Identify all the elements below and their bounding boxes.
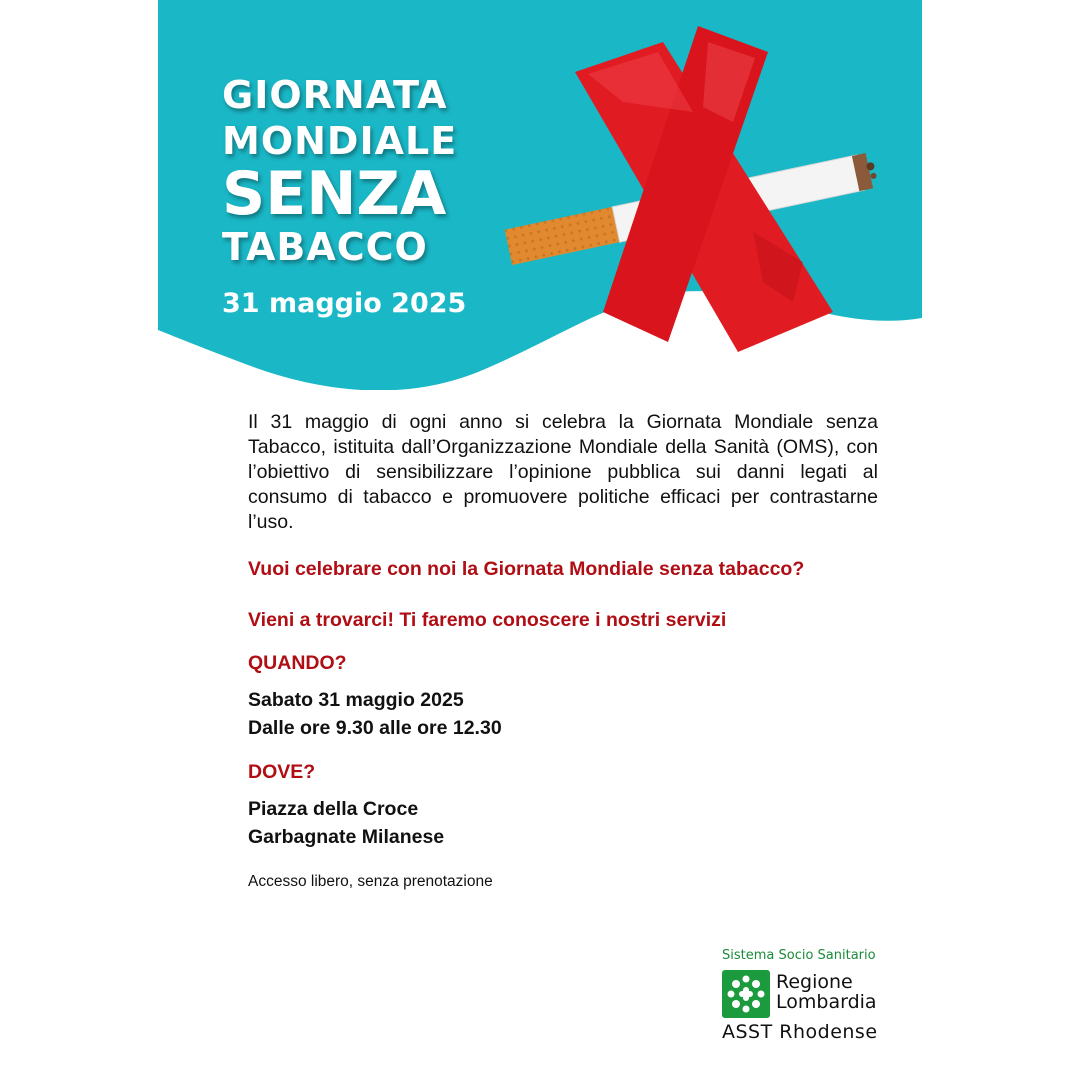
logo-region-line-2: Lombardia	[776, 991, 877, 1013]
lombardy-rose-icon	[722, 970, 770, 1018]
when-heading: QUANDO?	[248, 652, 347, 674]
title-line-1: GIORNATA	[222, 73, 448, 117]
when-details	[248, 686, 878, 742]
title-line-3: SENZA	[222, 159, 447, 229]
question-text: Vuoi celebrare con noi la Giornata Mondiale senza tabacco?	[248, 558, 805, 580]
logo-region-line-1: Regione	[776, 971, 853, 993]
when-date: Sabato 31 maggio 2025	[248, 689, 464, 711]
where-place: Piazza della Croce	[248, 798, 419, 820]
event-date: 31 maggio 2025	[222, 288, 467, 319]
where-details	[248, 795, 878, 851]
access-note: Accesso libero, senza prenotazione	[248, 873, 493, 890]
logo-agency-text: ASST Rhodense	[722, 1021, 878, 1043]
event-title	[222, 72, 457, 270]
asst-rhodense-logo	[722, 948, 922, 1048]
main-content	[248, 410, 878, 891]
header-banner	[158, 0, 922, 390]
where-city: Garbagnate Milanese	[248, 826, 445, 848]
when-time: Dalle ore 9.30 alle ore 12.30	[248, 717, 502, 739]
logo-region-text	[776, 972, 877, 1012]
invite-text: Vieni a trovarci! Ti faremo conoscere i nostri servizi	[248, 609, 727, 631]
crossed-cigarette-icon	[493, 12, 903, 362]
title-line-2: MONDIALE	[222, 119, 458, 163]
title-line-4: TABACCO	[222, 225, 428, 269]
where-heading: DOVE?	[248, 761, 316, 783]
logo-system-text: Sistema Socio Sanitario	[722, 948, 876, 963]
intro-paragraph: Il 31 maggio di ogni anno si celebra la Giornata Mondiale senza Tabacco, istituita dall’Organizzazione Mondiale della Sanità (OMS), con l’obiettivo di sensibilizzare l’opinione pubblica sui danni legati al consumo di tabacco e promuovere politiche efficaci per contrastarne l’uso.	[248, 411, 878, 533]
